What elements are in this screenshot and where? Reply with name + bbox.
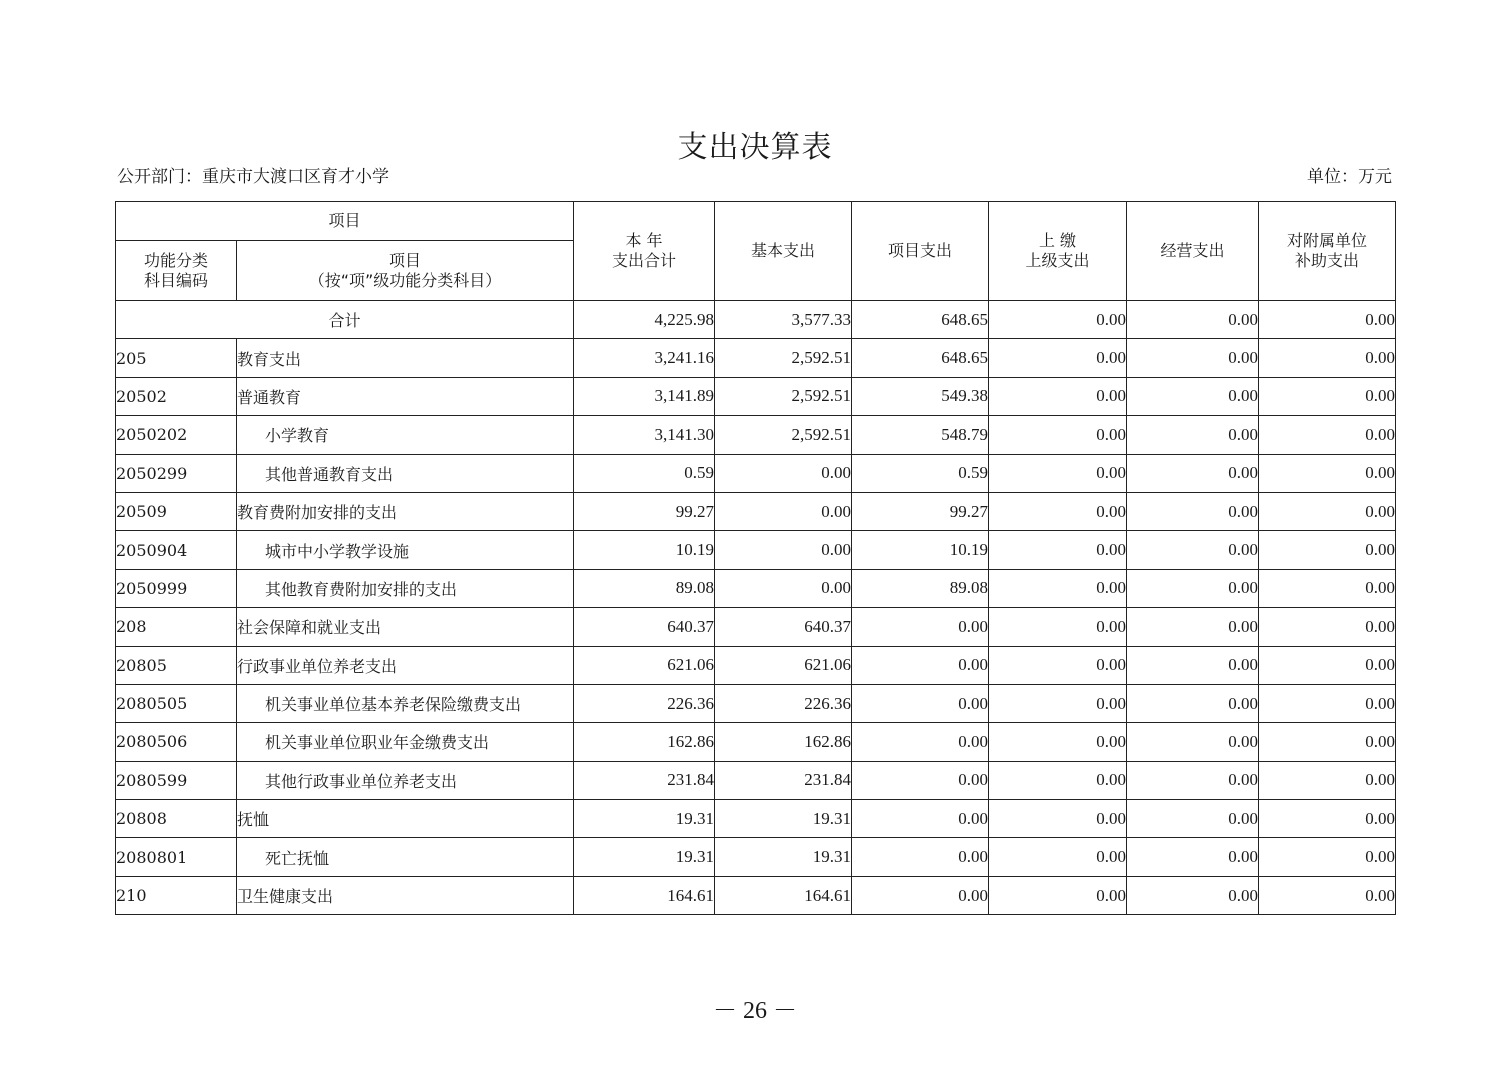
row-value: 19.31 <box>715 800 852 838</box>
row-value: 0.00 <box>1259 531 1396 569</box>
total-column-header: 本 年 支出合计 <box>574 202 715 301</box>
row-value: 0.00 <box>989 454 1127 492</box>
row-value: 0.00 <box>1259 838 1396 876</box>
row-value: 19.31 <box>574 838 715 876</box>
upper-column-header: 上 缴 上级支出 <box>989 202 1127 301</box>
row-value: 0.00 <box>1259 416 1396 454</box>
project-column-header: 项目支出 <box>852 202 989 301</box>
row-value: 0.00 <box>1127 339 1259 377</box>
row-value: 0.00 <box>1127 416 1259 454</box>
row-value: 3,241.16 <box>574 339 715 377</box>
row-name: 教育支出 <box>237 339 574 377</box>
row-value: 0.00 <box>1127 761 1259 799</box>
row-value: 0.00 <box>989 646 1127 684</box>
row-value: 162.86 <box>574 723 715 761</box>
row-value: 640.37 <box>715 608 852 646</box>
row-value: 0.00 <box>1127 569 1259 607</box>
row-value: 2,592.51 <box>715 339 852 377</box>
row-value: 0.00 <box>1127 492 1259 530</box>
row-value: 0.00 <box>1259 800 1396 838</box>
department-label: 公开部门：重庆市大渡口区育才小学 <box>117 167 389 187</box>
row-name: 教育费附加安排的支出 <box>237 492 574 530</box>
table-row <box>116 377 1396 415</box>
row-value: 10.19 <box>852 531 989 569</box>
row-code: 2050904 <box>116 531 237 569</box>
row-value: 0.00 <box>989 761 1127 799</box>
table-row <box>116 339 1396 377</box>
row-value: 0.00 <box>1127 377 1259 415</box>
row-value: 0.00 <box>989 492 1127 530</box>
row-value: 0.00 <box>989 684 1127 722</box>
row-value: 0.00 <box>989 876 1127 914</box>
row-value: 2,592.51 <box>715 377 852 415</box>
total-label: 合计 <box>116 301 574 339</box>
row-value: 0.00 <box>989 531 1127 569</box>
row-name: 其他教育费附加安排的支出 <box>237 569 574 607</box>
row-code: 20805 <box>116 646 237 684</box>
row-name: 其他行政事业单位养老支出 <box>237 761 574 799</box>
row-value: 0.00 <box>1259 684 1396 722</box>
row-value: 0.00 <box>1259 492 1396 530</box>
total-value: 0.00 <box>989 301 1127 339</box>
row-value: 89.08 <box>574 569 715 607</box>
row-value: 0.00 <box>852 608 989 646</box>
row-name: 其他普通教育支出 <box>237 454 574 492</box>
row-value: 548.79 <box>852 416 989 454</box>
table-row <box>116 492 1396 530</box>
row-code: 20808 <box>116 800 237 838</box>
row-code: 2050999 <box>116 569 237 607</box>
row-value: 0.00 <box>1259 876 1396 914</box>
row-value: 621.06 <box>715 646 852 684</box>
row-value: 0.00 <box>852 800 989 838</box>
row-value: 2,592.51 <box>715 416 852 454</box>
total-value: 648.65 <box>852 301 989 339</box>
table-row <box>116 761 1396 799</box>
row-value: 89.08 <box>852 569 989 607</box>
basic-column-header: 基本支出 <box>715 202 852 301</box>
total-value: 4,225.98 <box>574 301 715 339</box>
row-value: 0.00 <box>852 761 989 799</box>
row-value: 0.00 <box>715 492 852 530</box>
row-value: 231.84 <box>715 761 852 799</box>
table-row <box>116 608 1396 646</box>
row-value: 0.00 <box>1127 838 1259 876</box>
row-code: 20509 <box>116 492 237 530</box>
row-value: 640.37 <box>574 608 715 646</box>
total-value: 3,577.33 <box>715 301 852 339</box>
table-row <box>116 684 1396 722</box>
row-value: 0.00 <box>1127 454 1259 492</box>
row-value: 0.00 <box>989 416 1127 454</box>
row-code: 2080599 <box>116 761 237 799</box>
row-value: 0.00 <box>1259 646 1396 684</box>
row-code: 2050299 <box>116 454 237 492</box>
row-value: 3,141.30 <box>574 416 715 454</box>
row-value: 0.00 <box>852 838 989 876</box>
code-column-header: 功能分类 科目编码 <box>116 241 237 301</box>
row-name: 死亡抚恤 <box>237 838 574 876</box>
row-value: 0.00 <box>1259 339 1396 377</box>
row-value: 621.06 <box>574 646 715 684</box>
row-value: 164.61 <box>715 876 852 914</box>
row-name: 普通教育 <box>237 377 574 415</box>
row-value: 226.36 <box>715 684 852 722</box>
row-value: 648.65 <box>852 339 989 377</box>
row-value: 0.00 <box>1127 800 1259 838</box>
name-column-header: 项目 （按“项”级功能分类科目） <box>237 241 574 301</box>
total-row <box>116 301 1396 339</box>
row-value: 0.00 <box>989 377 1127 415</box>
row-value: 226.36 <box>574 684 715 722</box>
row-value: 164.61 <box>574 876 715 914</box>
row-value: 0.00 <box>852 684 989 722</box>
table-row <box>116 838 1396 876</box>
page-number: － 26 － <box>713 998 797 1024</box>
row-code: 2080506 <box>116 723 237 761</box>
row-code: 2080505 <box>116 684 237 722</box>
row-name: 卫生健康支出 <box>237 876 574 914</box>
row-value: 0.00 <box>989 339 1127 377</box>
row-value: 549.38 <box>852 377 989 415</box>
row-value: 0.00 <box>989 723 1127 761</box>
row-value: 231.84 <box>574 761 715 799</box>
row-code: 2080801 <box>116 838 237 876</box>
row-code: 208 <box>116 608 237 646</box>
table-row <box>116 569 1396 607</box>
row-value: 0.00 <box>1127 531 1259 569</box>
row-name: 小学教育 <box>237 416 574 454</box>
row-value: 0.00 <box>1259 761 1396 799</box>
row-code: 205 <box>116 339 237 377</box>
row-value: 0.00 <box>715 454 852 492</box>
total-value: 0.00 <box>1259 301 1396 339</box>
table-row <box>116 646 1396 684</box>
business-column-header: 经营支出 <box>1127 202 1259 301</box>
row-name: 社会保障和就业支出 <box>237 608 574 646</box>
row-value: 3,141.89 <box>574 377 715 415</box>
page-title: 支出决算表 <box>677 130 833 165</box>
row-value: 19.31 <box>574 800 715 838</box>
row-code: 210 <box>116 876 237 914</box>
row-name: 机关事业单位基本养老保险缴费支出 <box>237 684 574 722</box>
row-value: 0.00 <box>989 800 1127 838</box>
table-row <box>116 454 1396 492</box>
row-value: 0.00 <box>1127 646 1259 684</box>
table-row <box>116 416 1396 454</box>
row-value: 162.86 <box>715 723 852 761</box>
row-code: 20502 <box>116 377 237 415</box>
row-value: 0.00 <box>715 569 852 607</box>
row-value: 0.00 <box>852 646 989 684</box>
row-value: 0.00 <box>1259 377 1396 415</box>
row-value: 19.31 <box>715 838 852 876</box>
row-value: 0.00 <box>1127 723 1259 761</box>
table-row <box>116 723 1396 761</box>
table-row <box>116 876 1396 914</box>
row-value: 0.00 <box>1259 454 1396 492</box>
total-value: 0.00 <box>1127 301 1259 339</box>
row-value: 0.00 <box>1259 608 1396 646</box>
subsidy-column-header: 对附属单位 补助支出 <box>1259 202 1396 301</box>
row-value: 0.00 <box>1127 876 1259 914</box>
table-row <box>116 800 1396 838</box>
row-name: 城市中小学教学设施 <box>237 531 574 569</box>
row-name: 机关事业单位职业年金缴费支出 <box>237 723 574 761</box>
unit-label: 单位：万元 <box>1307 167 1392 187</box>
row-name: 行政事业单位养老支出 <box>237 646 574 684</box>
row-value: 99.27 <box>852 492 989 530</box>
row-value: 0.00 <box>715 531 852 569</box>
row-value: 0.00 <box>1259 723 1396 761</box>
row-value: 0.00 <box>1127 608 1259 646</box>
row-value: 0.59 <box>852 454 989 492</box>
table-row <box>116 531 1396 569</box>
row-value: 0.00 <box>989 838 1127 876</box>
row-value: 0.00 <box>989 608 1127 646</box>
expenditure-table <box>115 201 1396 915</box>
row-value: 0.00 <box>989 569 1127 607</box>
row-value: 0.00 <box>1127 684 1259 722</box>
row-value: 0.00 <box>1259 569 1396 607</box>
row-value: 0.00 <box>852 723 989 761</box>
row-value: 10.19 <box>574 531 715 569</box>
row-value: 0.59 <box>574 454 715 492</box>
row-value: 99.27 <box>574 492 715 530</box>
row-value: 0.00 <box>852 876 989 914</box>
item-group-header: 项目 <box>116 202 574 241</box>
row-name: 抚恤 <box>237 800 574 838</box>
row-code: 2050202 <box>116 416 237 454</box>
